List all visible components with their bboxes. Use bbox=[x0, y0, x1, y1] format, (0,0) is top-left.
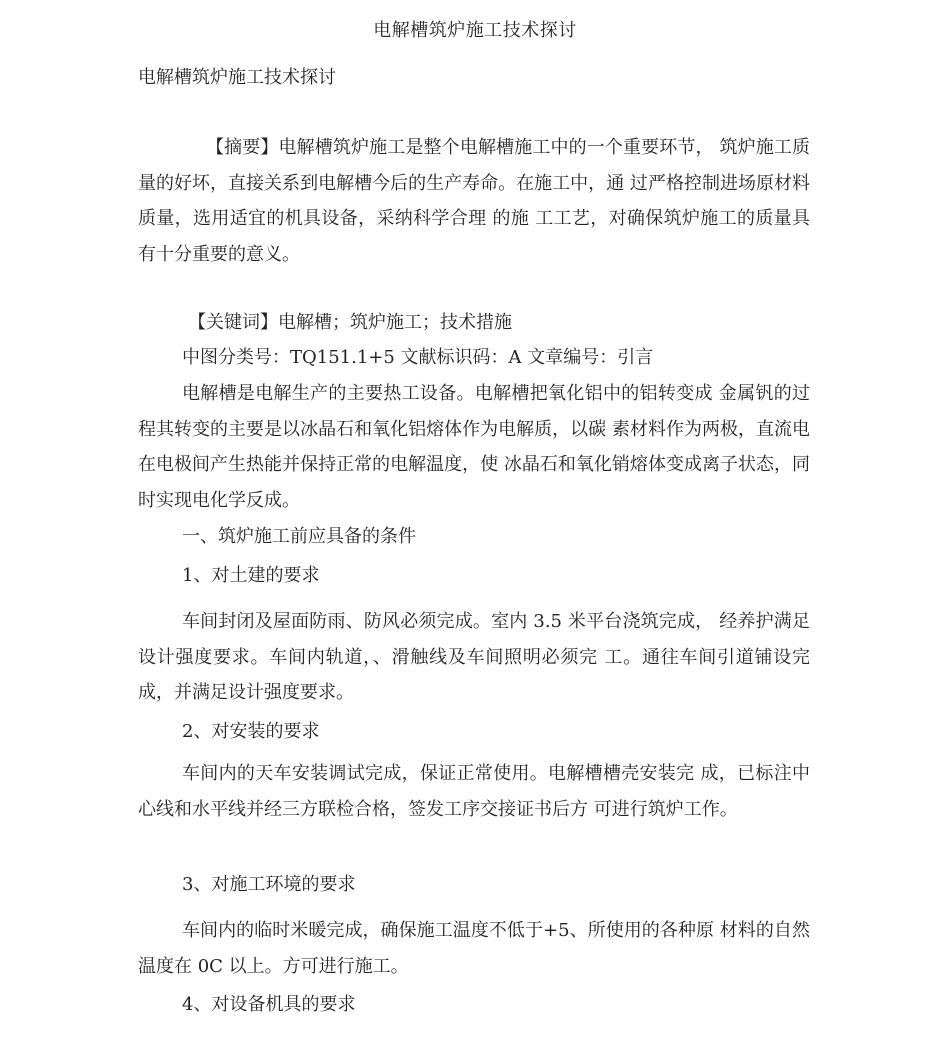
document-title: 电解槽筑炉施工技术探讨 bbox=[138, 67, 336, 88]
civil-requirements-paragraph: 车间封闭及屋面防雨、防风必须完成。室内 3.5 米平台浇筑完成， 经养护满足设计强度要求。车间内轨道，、滑触线及车间照明必须完 工。通往车间引道铺设完成，并满足设计强度要求。 bbox=[138, 611, 810, 703]
intro-paragraph: 电解槽是电解生产的主要热工设备。电解槽把氧化铝中的铝转变成 金属钒的过程其转变的主要是以冰晶石和氧化铝熔体作为电解质，以碳 素材料作为两极，直流电在电极间产生热能并保持正常的电解温度，使 冰晶石和氧化销熔体变成离子状态，同时实现电化学反成。 bbox=[138, 383, 810, 511]
section-heading: 一、筑炉施工前应具备的条件 bbox=[182, 526, 416, 547]
keywords-line: 【关键词】电解槽；筑炉施工；技术措施 bbox=[188, 312, 512, 333]
running-header: 电解槽筑炉施工技术探讨 bbox=[373, 20, 577, 41]
subsection-heading-civil: 1、对土建的要求 bbox=[182, 565, 320, 586]
abstract-paragraph: 【摘要】电解槽筑炉施工是整个电解槽施工中的一个重要环节， 筑炉施工质量的好坏，直接关系到电解槽今后的生产寿命。在施工中，通 过严格控制进场原材料质量，选用适宜的机具设备，采纳科学合理 的施 工工艺，对确保筑炉施工的质量具有十分重要的意义。 bbox=[138, 137, 810, 265]
subsection-heading-installation: 2、对安装的要求 bbox=[182, 721, 320, 742]
subsection-heading-equipment: 4、对设备机具的要求 bbox=[182, 994, 356, 1015]
installation-requirements-paragraph: 车间内的天车安装调试完成，保证正常使用。电解槽槽壳安装完 成，已标注中心线和水平线并经三方联检合格，签发工序交接证书后方 可进行筑炉工作。 bbox=[138, 763, 810, 820]
classification-line: 中图分类号：TQ151.1+5 文献标识码：A 文章编号：引言 bbox=[182, 347, 654, 368]
environment-requirements-paragraph: 车间内的临时米暖完成，确保施工温度不低于+5、所使用的各种原 材料的自然温度在 0C 以上。方可进行施工。 bbox=[138, 920, 810, 977]
subsection-heading-environment: 3、对施工环境的要求 bbox=[182, 874, 356, 895]
